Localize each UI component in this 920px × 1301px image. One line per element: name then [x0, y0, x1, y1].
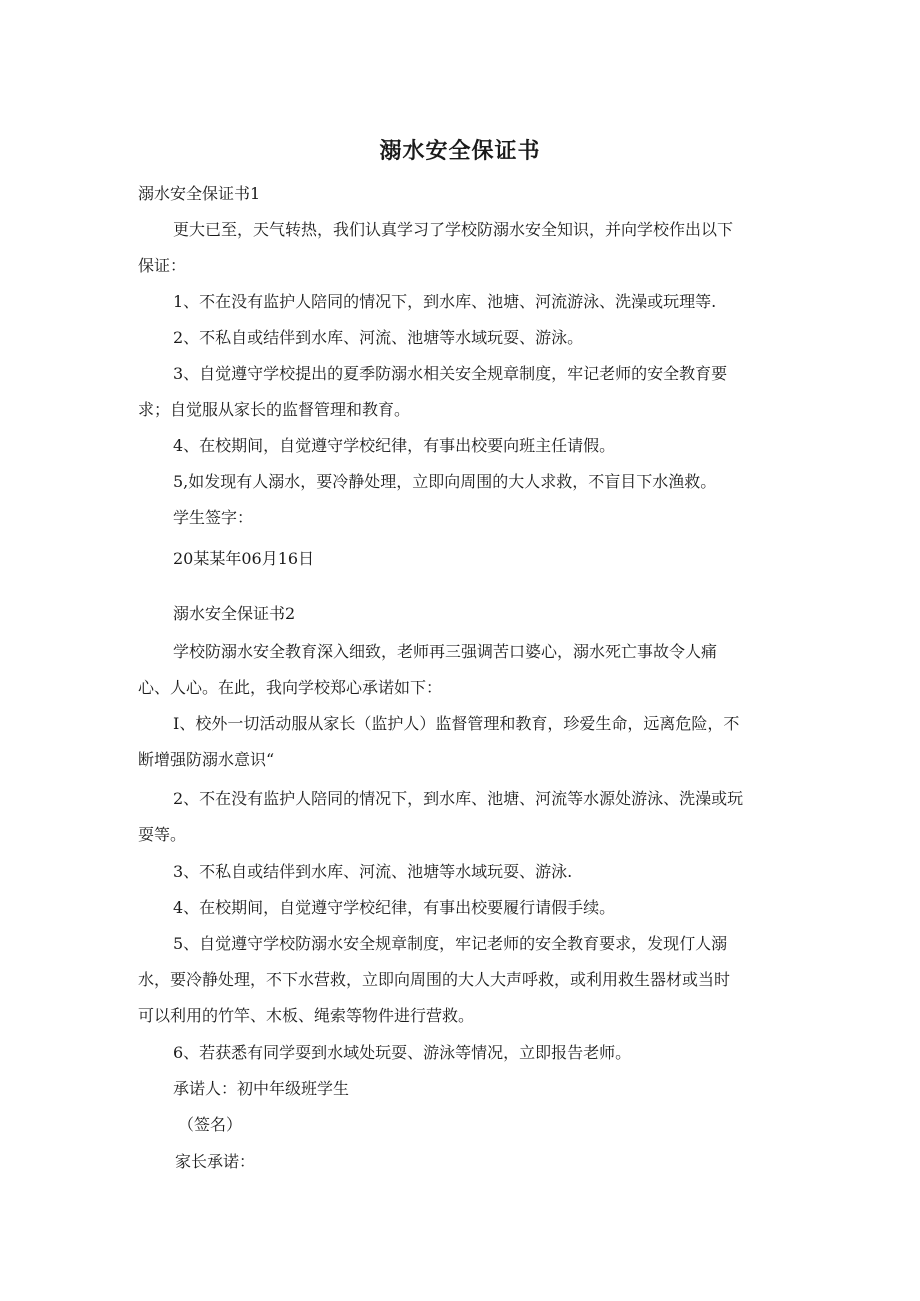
section2-item: 2、不在没有监护人陪同的情况下，到水库、池塘、河流等水源处游泳、洗澡或玩 [173, 789, 744, 808]
section1-heading: 溺水安全保证书1 [138, 184, 261, 203]
section1-item: 1、不在没有监护人陪同的情况下，到水库、池塘、河流游泳、洗澡或玩理等. [173, 292, 717, 311]
student-signature-label: 学生签字： [173, 508, 254, 527]
parent-promise-label: 家长承诺： [175, 1152, 256, 1171]
section1-item-cont: 求；自觉服从家长的监督管理和教育。 [138, 400, 411, 419]
section2-item-cont: 可以利用的竹竿、木板、绳索等物件进行营救。 [138, 1006, 475, 1025]
section1-item: 4、在校期间，自觉遵守学校纪律，有事出校要向班主任请假。 [173, 436, 616, 455]
section1-item: 3、自觉遵守学校提出的夏季防溺水相关安全规章制度，牢记老师的安全教育要 [173, 364, 728, 383]
section2-item-cont: 耍等。 [138, 825, 187, 844]
section2-item: 4、在校期间，自觉遵守学校纪律，有事出校要履行请假手续。 [173, 898, 616, 917]
section2-intro-line: 心、人心。在此，我向学校郑心承诺如下： [138, 678, 443, 697]
section2-item: I、校外一切活动服从家长（监护人）监督管理和教育，珍爱生命，远离危险，不 [173, 714, 740, 733]
promisor-line: 承诺人：初中年级班学生 [173, 1079, 350, 1098]
section2-item: 6、若获悉有同学耍到水域处玩耍、游泳等情况，立即报告老师。 [173, 1043, 632, 1062]
section1-intro-line: 保证： [138, 256, 187, 275]
signature-note: （签名） [178, 1115, 243, 1134]
section1-date: 20某某年06月16日 [173, 549, 315, 568]
document-title: 溺水安全保证书 [379, 139, 541, 164]
section2-item: 5、自觉遵守学校防溺水安全规章制度，牢记老师的安全教育要求，发现仃人溺 [173, 934, 728, 953]
section1-intro-line: 更大已至，天气转热，我们认真学习了学校防溺水安全知识，并向学校作出以下 [173, 220, 734, 239]
section1-item: 2、不私自或结伴到水库、河流、池塘等水域玩耍、游泳。 [173, 328, 584, 347]
section2-intro-line: 学校防溺水安全教育深入细致，老师再三强调苦口婆心，溺水死亡事故令人痛 [173, 642, 718, 661]
section2-item-cont: 断增强防溺水意识“ [138, 750, 275, 769]
section2-item-cont: 水，要冷静处理，不下水营救，立即向周围的大人大声呼救，或利用救生器材或当时 [138, 970, 731, 989]
section1-item: 5,如发现有人溺水，要冷静处理，立即向周围的大人求救，不盲目下水渔救。 [173, 472, 717, 491]
section2-item: 3、不私自或结伴到水库、河流、池塘等水域玩耍、游泳. [173, 862, 573, 881]
section2-heading: 溺水安全保证书2 [173, 604, 296, 623]
